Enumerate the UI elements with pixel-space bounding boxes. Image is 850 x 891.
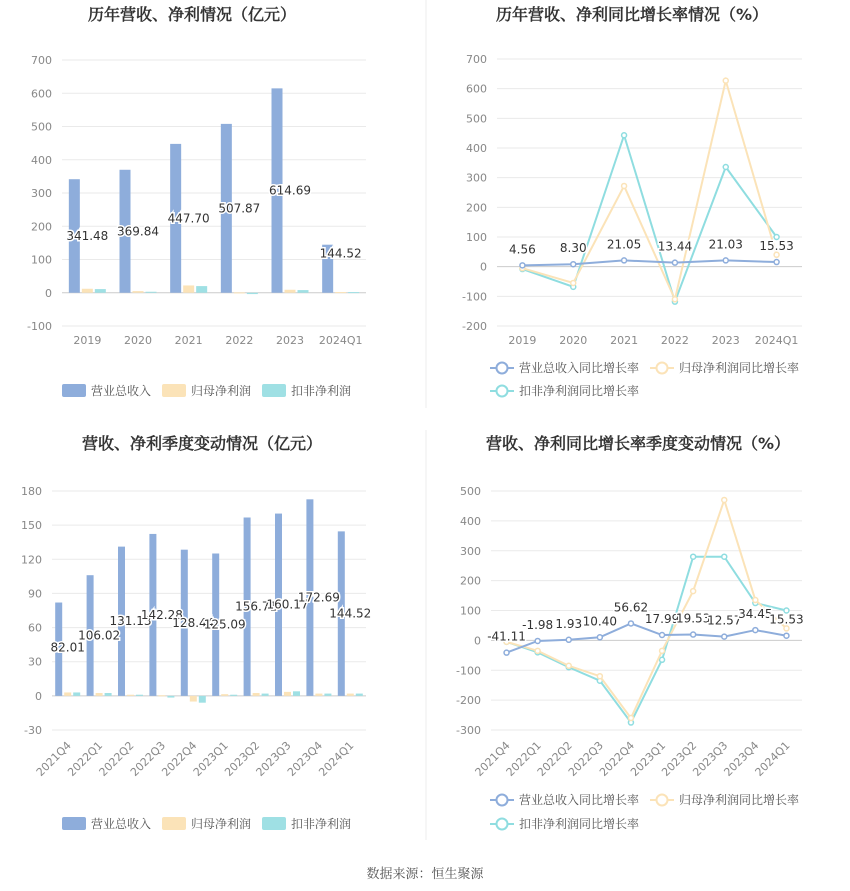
x-tick-label: 2024Q1: [754, 334, 799, 347]
y-tick-label: 180: [21, 485, 42, 498]
y-tick-label: 120: [21, 553, 42, 567]
legend-label: 营业总收入同比增长率: [519, 361, 640, 375]
data-label: 156.71: [235, 599, 278, 614]
bar-3: [324, 694, 331, 696]
data-label: 15.53: [759, 239, 794, 254]
data-label: 56.62: [613, 600, 649, 615]
legend-marker: [497, 386, 508, 397]
series-point-2: [672, 297, 677, 302]
y-tick-label: 0: [45, 286, 52, 300]
series-point-1: [566, 637, 571, 642]
x-tick-label: 2024Q1: [318, 334, 363, 347]
legend-label: 归母净利润同比增长率: [679, 361, 800, 375]
series-point-3: [691, 554, 696, 559]
series-point-2: [571, 280, 576, 285]
data-label: 142.28: [140, 607, 183, 622]
series-point-1: [535, 638, 540, 643]
y-tick-label: 500: [466, 112, 487, 126]
y-tick-label: 0: [35, 689, 42, 703]
x-tick-label: 2022Q3: [565, 738, 606, 779]
data-label: 10.40: [582, 614, 618, 629]
legend-label: 扣非净利润: [291, 384, 352, 398]
x-tick-label: 2022Q1: [65, 738, 106, 779]
legend-marker: [497, 819, 508, 830]
bar-3: [356, 694, 363, 696]
y-tick-label: 100: [466, 231, 487, 244]
y-tick-label: 100: [31, 253, 52, 267]
y-tick-label: 100: [460, 604, 481, 618]
x-tick-label: 2022: [660, 334, 689, 347]
series-point-1: [774, 260, 779, 265]
bar-2: [133, 291, 144, 293]
y-tick-label: 30: [28, 655, 42, 669]
data-label: 172.69: [297, 590, 340, 605]
series-point-1: [722, 634, 727, 639]
legend-label: 扣非净利润同比增长率: [519, 384, 640, 398]
y-tick-label: 200: [31, 220, 52, 234]
bar-2: [253, 693, 260, 696]
legend-marker: [657, 363, 668, 374]
data-label: 8.30: [559, 241, 587, 256]
x-tick-label: 2022Q3: [127, 738, 169, 779]
legend-marker: [657, 795, 668, 806]
bar-3: [348, 292, 359, 293]
series-point-2: [722, 497, 727, 502]
chart-title: 营收、净利季度变动情况（亿元）: [81, 434, 323, 453]
series-point-1: [622, 258, 627, 263]
series-point-1: [753, 628, 758, 633]
data-label: 12.57: [707, 613, 742, 628]
x-tick-label: 2023Q2: [222, 738, 263, 779]
y-tick-label: -200: [456, 694, 481, 708]
series-point-2: [597, 674, 602, 679]
y-tick-label: 200: [466, 201, 487, 215]
y-tick-label: -100: [462, 290, 487, 304]
y-tick-label: 300: [466, 171, 487, 185]
quarterly-revenue-profit-chart: [21, 434, 371, 831]
x-tick-label: 2023Q1: [628, 738, 669, 779]
series-point-2: [691, 589, 696, 594]
series-point-2: [566, 663, 571, 668]
series-point-1: [597, 635, 602, 640]
series-point-3: [723, 164, 728, 169]
legend-marker: [497, 363, 508, 374]
legend-label: 归母净利润: [191, 817, 252, 831]
bar-2: [234, 292, 245, 293]
bar-2: [190, 696, 197, 702]
x-tick-label: 2024Q1: [752, 738, 793, 779]
bar-3: [167, 696, 174, 698]
data-label: 82.01: [50, 640, 85, 655]
legend-swatch: [162, 384, 186, 397]
x-tick-label: 2021Q4: [472, 738, 513, 779]
x-tick-label: 2022Q2: [534, 738, 575, 779]
data-label: 614.69: [269, 183, 311, 198]
annual-revenue-profit-chart: [27, 5, 366, 398]
y-tick-label: -300: [456, 724, 481, 737]
y-tick-label: 400: [466, 142, 487, 155]
y-tick-label: 0: [480, 260, 487, 274]
data-label: 447.70: [167, 211, 210, 226]
y-tick-label: 300: [460, 544, 481, 558]
data-label: 341.48: [66, 228, 109, 243]
x-tick-label: 2021Q4: [33, 738, 74, 779]
data-source-note: 数据来源：恒生聚源: [366, 867, 484, 882]
data-label: 131.13: [109, 614, 152, 629]
series-point-2: [622, 183, 627, 188]
bar-3: [146, 292, 157, 293]
legend-swatch: [262, 817, 286, 830]
quarterly-growth-rate-chart: [456, 434, 804, 831]
data-label: 21.03: [708, 237, 743, 252]
chart-title: 历年营收、净利情况（亿元）: [87, 5, 297, 24]
y-tick-label: 600: [31, 87, 52, 101]
annual-growth-rate-chart: [462, 5, 802, 398]
y-tick-label: 700: [466, 53, 487, 66]
series-point-2: [753, 598, 758, 603]
x-tick-label: 2019: [73, 334, 102, 347]
x-tick-label: 2023: [711, 334, 740, 347]
x-tick-label: 2020: [124, 334, 152, 347]
series-point-3: [660, 657, 665, 662]
series-point-1: [672, 260, 677, 265]
data-label: 34.45: [738, 607, 773, 622]
data-label: 160.17: [266, 597, 309, 612]
y-tick-label: -100: [27, 320, 52, 333]
x-tick-label: 2020: [559, 334, 588, 347]
legend-swatch: [62, 817, 86, 830]
series-point-2: [723, 78, 728, 83]
x-tick-label: 2023Q4: [284, 738, 326, 779]
y-tick-label: 200: [460, 574, 481, 588]
bar-3: [298, 290, 309, 293]
bar-2: [158, 695, 165, 696]
x-tick-label: 2022Q1: [503, 738, 544, 779]
data-label: 4.56: [509, 242, 536, 257]
bar-3: [136, 695, 143, 696]
legend-label: 归母净利润: [191, 384, 252, 398]
data-label: -1.98: [522, 617, 554, 632]
x-tick-label: 2022Q4: [597, 738, 638, 779]
data-label: 144.52: [329, 606, 372, 621]
y-tick-label: 150: [21, 519, 42, 533]
legend-label: 营业总收入: [91, 384, 152, 398]
series-point-2: [660, 648, 665, 653]
series-point-1: [784, 633, 789, 638]
y-tick-label: 0: [474, 634, 481, 648]
series-point-2: [535, 648, 540, 653]
bar-3: [293, 691, 300, 696]
series-point-1: [504, 650, 509, 655]
x-tick-label: 2023Q3: [253, 738, 294, 779]
x-tick-label: 2023: [276, 334, 304, 347]
y-tick-label: -200: [462, 320, 487, 333]
x-tick-label: 2021: [174, 334, 203, 347]
series-point-1: [571, 262, 576, 267]
data-label: 507.87: [218, 201, 261, 216]
y-tick-label: 400: [31, 153, 52, 167]
x-tick-label: 2023Q4: [721, 738, 762, 779]
y-tick-label: 300: [31, 187, 52, 200]
data-label: 128.44: [172, 615, 215, 630]
y-tick-label: 500: [31, 120, 52, 134]
y-tick-label: 60: [28, 621, 42, 635]
legend-swatch: [262, 384, 286, 397]
legend-swatch: [62, 384, 86, 397]
data-label: 13.44: [657, 239, 693, 254]
bar-3: [230, 695, 237, 696]
data-label: 21.05: [606, 237, 642, 252]
x-tick-label: 2019: [508, 334, 537, 347]
bar-2: [183, 285, 194, 292]
bar-2: [96, 693, 103, 696]
data-label: 106.02: [78, 628, 121, 643]
bar-3: [73, 692, 80, 695]
data-label: 1.93: [555, 616, 583, 631]
y-tick-label: 90: [28, 587, 42, 601]
legend-label: 营业总收入同比增长率: [519, 793, 640, 807]
legend-swatch: [162, 817, 186, 830]
bar-2: [315, 694, 322, 696]
data-label: 369.84: [117, 224, 159, 239]
chart-title: 营收、净利同比增长率季度变动情况（%）: [485, 434, 791, 453]
data-label: 125.09: [203, 617, 246, 632]
series-line-3: [522, 135, 776, 301]
series-point-1: [723, 258, 728, 263]
data-label: 17.99: [644, 612, 680, 627]
series-point-3: [722, 554, 727, 559]
legend-label: 营业总收入: [91, 817, 152, 831]
y-tick-label: 700: [31, 54, 52, 67]
series-point-1: [660, 633, 665, 638]
data-label: 144.52: [319, 246, 362, 261]
x-tick-label: 2022Q4: [159, 738, 200, 779]
legend-marker: [497, 795, 508, 806]
bar-2: [285, 290, 296, 293]
x-tick-label: 2022: [225, 334, 254, 347]
bar-3: [262, 694, 269, 696]
series-point-3: [622, 133, 627, 138]
series-point-1: [628, 621, 633, 626]
x-tick-label: 2023Q3: [690, 738, 731, 779]
series-point-1: [520, 263, 525, 268]
data-label: -41.11: [487, 629, 526, 644]
series-point-1: [691, 632, 696, 637]
bar-2: [82, 289, 93, 293]
y-tick-label: -100: [456, 664, 481, 678]
y-tick-label: 500: [460, 485, 481, 498]
x-tick-label: 2023Q1: [190, 738, 231, 779]
bar-3: [247, 293, 258, 294]
series-line-1: [522, 260, 776, 265]
legend-label: 归母净利润同比增长率: [679, 793, 800, 807]
bar-3: [196, 286, 207, 293]
bar-2: [335, 292, 346, 293]
bar-2: [347, 694, 354, 696]
bar-3: [105, 693, 112, 696]
legend-label: 扣非净利润: [291, 817, 352, 831]
x-tick-label: 2023Q2: [659, 738, 700, 779]
series-point-2: [628, 716, 633, 721]
data-label: 15.53: [769, 612, 804, 627]
x-tick-label: 2022Q2: [96, 738, 137, 779]
data-label: 19.53: [675, 611, 711, 626]
bar-3: [95, 289, 106, 293]
legend-label: 扣非净利润同比增长率: [519, 817, 640, 831]
bar-3: [199, 696, 206, 703]
x-tick-label: 2021: [610, 334, 639, 347]
y-tick-label: 400: [460, 514, 481, 528]
chart-title: 历年营收、净利同比增长率情况（%）: [495, 5, 769, 24]
y-tick-label: 600: [466, 82, 487, 96]
bar-2: [221, 694, 228, 696]
x-tick-label: 2024Q1: [316, 738, 357, 779]
bar-2: [284, 692, 291, 696]
y-tick-label: -30: [24, 724, 42, 737]
bar-2: [64, 692, 71, 695]
bar-2: [127, 695, 134, 696]
